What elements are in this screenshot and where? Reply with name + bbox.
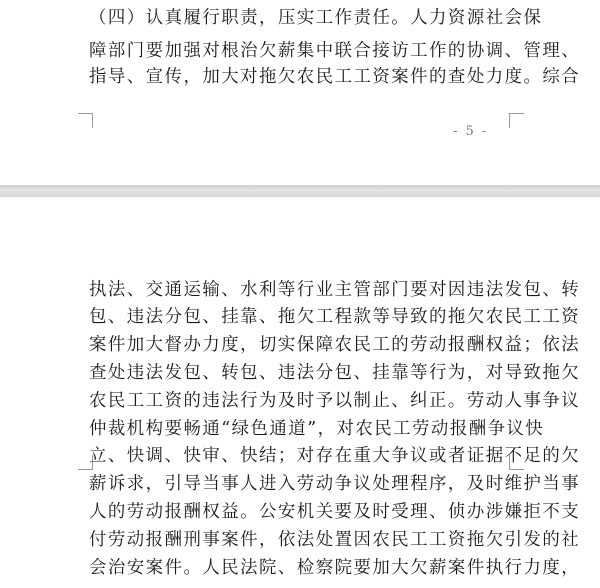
body-text-line: 薪诉求，引导当事人进入劳动争议处理程序，及时维护当事	[89, 474, 581, 494]
page-number: - 5 -	[453, 124, 489, 139]
body-text-line: 指导、宣传，加大对拖欠农民工工资案件的查处力度。综合	[89, 67, 581, 87]
body-text-line: 包、违法分包、挂靠、拖欠工程款等导致的拖欠农民工工资	[89, 307, 581, 327]
body-text-line: 障部门要加强对根治欠薪集中联合接访工作的协调、管理、	[89, 41, 581, 61]
body-text-line: （四）认真履行职责，压实工作责任。人力资源社会保	[89, 8, 543, 28]
crop-mark-bottom-right	[509, 113, 524, 128]
body-text-line: 立、快调、快审、快结；对存在重大争议或者证据不足的欠	[89, 446, 581, 466]
crop-mark-bottom-left	[78, 113, 93, 128]
body-text-line: 人的劳动报酬权益。公安机关要及时受理、侦办涉嫌拒不支	[89, 502, 581, 522]
body-text-line: 付劳动报酬刑事案件，依法处置因农民工工资拖欠引发的社	[89, 530, 581, 550]
body-text-line: 会治安案件。人民法院、检察院要加大欠薪案件执行力度，	[89, 558, 581, 578]
body-text-line: 农民工工资的违法行为及时予以制止、纠正。劳动人事争议	[89, 391, 581, 411]
document-page-5	[0, 0, 600, 185]
body-text-line: 查处违法发包、转包、违法分包、挂靠等行为，对导致拖欠	[89, 363, 581, 383]
page-gap	[0, 185, 600, 197]
body-text-line: 仲裁机构要畅通“绿色通道”，对农民工劳动报酬争议快	[89, 419, 545, 439]
body-text-line: 执法、交通运输、水利等行业主管部门要对因违法发包、转	[89, 280, 581, 300]
body-text-line: 案件加大督办力度，切实保障农民工的劳动报酬权益；依法	[89, 335, 581, 355]
